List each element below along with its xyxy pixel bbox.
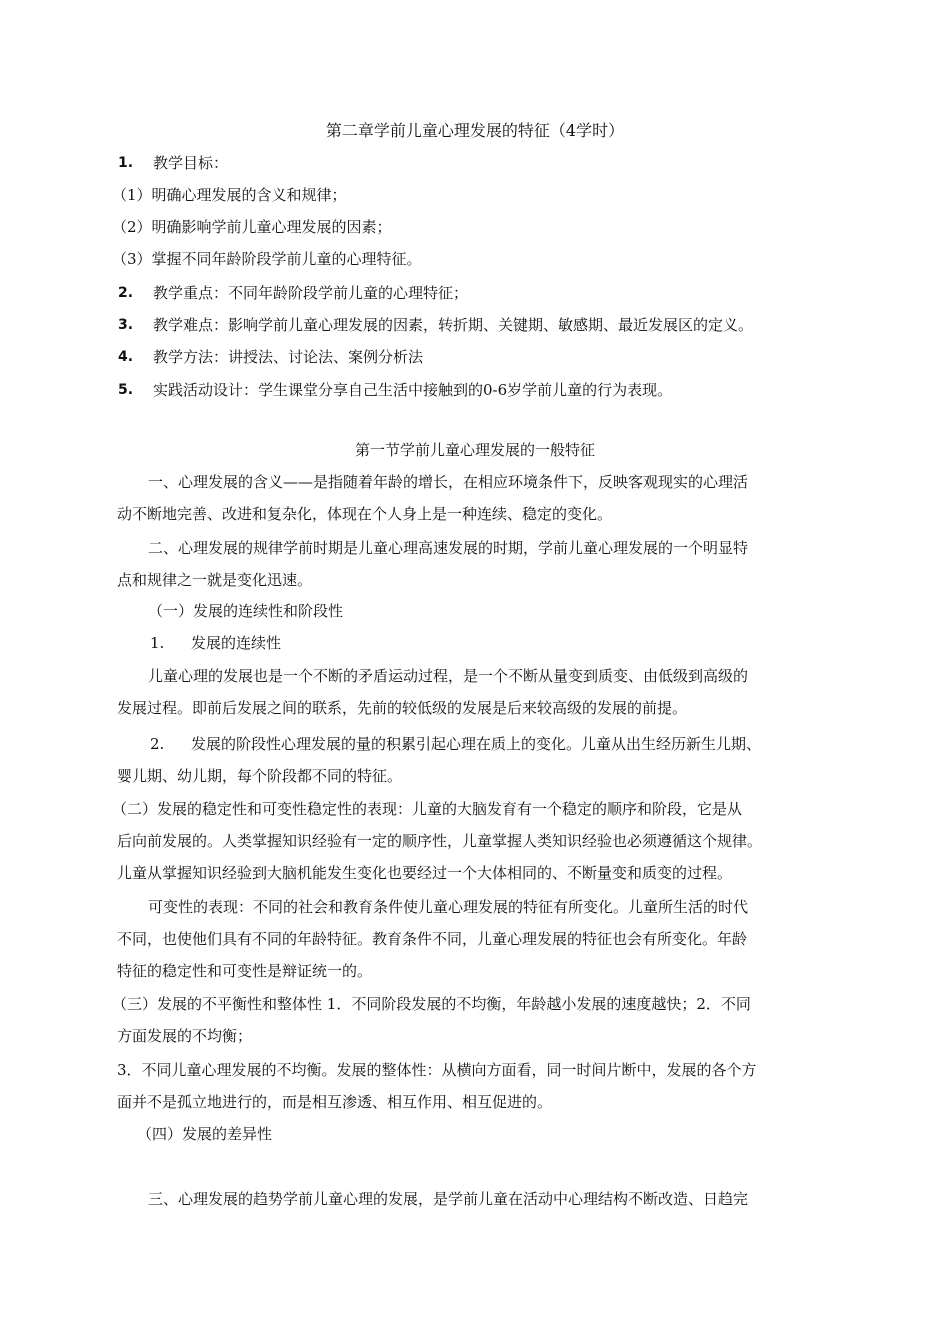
body-line: 3．不同儿童心理发展的不均衡。发展的整体性：从横向方面看，同一时间片断中，发展的各个方 [117,1061,757,1079]
body-line: （一）发展的连续性和阶段性 [148,602,344,620]
point-number: 3. [118,317,134,333]
body-line: 二、心理发展的规律学前时期是儿童心理高速发展的时期，学前儿童心理发展的一个明显特 [148,539,749,557]
point-text: 教学方法：讲授法、讨论法、案例分析法 [153,348,424,366]
body-line: 可变性的表现：不同的社会和教育条件使儿童心理发展的特征有所变化。儿童所生活的时代 [148,898,749,916]
body-line: 儿童心理的发展也是一个不断的矛盾运动过程，是一个不断从量变到质变、由低级到高级的 [148,667,749,685]
objective-item: （3）掌握不同年龄阶段学前儿童的心理特征。 [112,250,422,268]
body-line: 婴儿期、幼儿期，每个阶段都不同的特征。 [117,767,403,785]
objectives-number: 1. [118,155,134,171]
point-text: 教学重点：不同年龄阶段学前儿童的心理特征； [153,284,469,302]
body-line: 方面发展的不均衡； [117,1027,253,1045]
point-text: 教学难点：影响学前儿童心理发展的因素，转折期、关键期、敏感期、最近发展区的定义。 [153,316,754,334]
body-line: 一、心理发展的含义——是指随着年龄的增长，在相应环境条件下，反映客观现实的心理活 [148,473,749,491]
body-line: 点和规律之一就是变化迅速。 [117,571,313,589]
body-line: 不同，也使他们具有不同的年龄特征。教育条件不同，儿童心理发展的特征也会有所变化。年龄 [117,930,748,948]
body-line: 发展的阶段性心理发展的量的积累引起心理在质上的变化。儿童从出生经历新生儿期、 [191,735,762,753]
body-line: （二）发展的稳定性和可变性稳定性的表现：儿童的大脑发育有一个稳定的顺序和阶段，它是从 [112,800,743,818]
point-number: 5. [118,382,134,398]
body-line: 三、心理发展的趋势学前儿童心理的发展，是学前儿童在活动中心理结构不断改造、日趋完 [148,1190,749,1208]
point-number: 2. [118,285,134,301]
body-line: 动不断地完善、改进和复杂化，体现在个人身上是一种连续、稳定的变化。 [117,505,613,523]
objectives-label: 教学目标： [153,154,229,172]
point-text: 实践活动设计：学生课堂分享自己生活中接触到的0-6岁学前儿童的行为表现。 [153,381,673,399]
body-line: 儿童从掌握知识经验到大脑机能发生变化也要经过一个大体相同的、不断量变和质变的过程。 [117,864,733,882]
body-number: 1. [150,634,165,652]
body-number: 2. [150,735,165,753]
body-line: （三）发展的不平衡性和整体性 1．不同阶段发展的不均衡，年龄越小发展的速度越快；2．不同 [112,995,751,1013]
point-number: 4. [118,349,134,365]
body-line: 特征的稳定性和可变性是辩证统一的。 [117,962,373,980]
section-title: 第一节学前儿童心理发展的一般特征 [354,441,595,459]
body-line: 面并不是孤立地进行的，而是相互渗透、相互作用、相互促进的。 [117,1093,553,1111]
objective-item: （1）明确心理发展的含义和规律； [112,186,347,204]
page-title: 第二章学前儿童心理发展的特征（4学时） [325,121,625,140]
body-line: 后向前发展的。人类掌握知识经验有一定的顺序性，儿童掌握人类知识经验也必须遵循这个规律。 [117,832,763,850]
body-line: 发展过程。即前后发展之间的联系，先前的较低级的发展是后来较高级的发展的前提。 [117,699,688,717]
body-line: （四）发展的差异性 [137,1125,273,1143]
body-line: 发展的连续性 [191,634,282,652]
objective-item: （2）明确影响学前儿童心理发展的因素； [112,218,392,236]
